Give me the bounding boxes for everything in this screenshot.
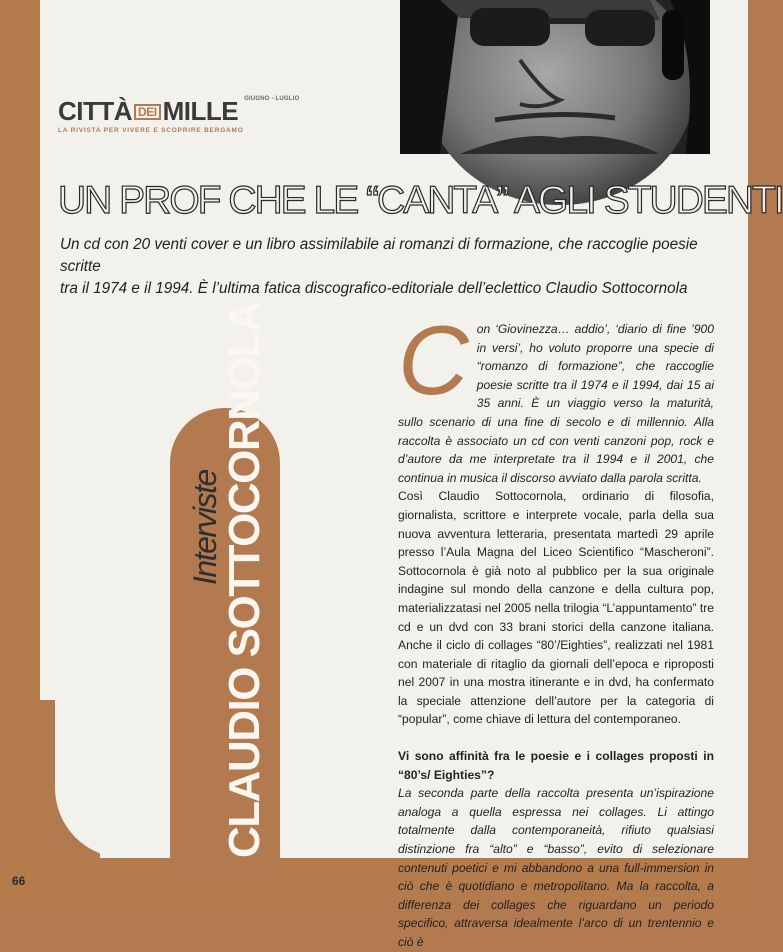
left-margin-band (0, 0, 40, 858)
man-with-sunglasses-image (400, 0, 710, 154)
issue-months: GIUGNO - LUGLIO (244, 96, 300, 102)
section-label: Interviste (187, 470, 223, 585)
interview-question: Vi sono affinità fra le poesie e i collages proposti in “80’s/ Eighties”? (398, 749, 714, 782)
body-paragraph: Così Claudio Sottocornola, ordinario di filosofia, giornalista, scrittore e interprete vocale, parla della sua nuova avventura letteraria, presentata martedì 29 aprile presso l’Aula Magna del Liceo Scientifico “Mascheroni”. Sottocornola è già noto al pubblico per la sua originale indagine sul mondo della canzone e della cultura pop, materializzatasi nel 2005 nella trilogia “L’appuntamento” tre cd e un dvd con 33 brani storici della canzone italiana. Anche il ciclo di collages “80’/Eighties”, realizzati nel 1981 con materiale di ritaglio da giornali dell’epoca e riproposti nel 2007 in una mostra itinerante e in dvd, ha confermato la speciale attenzione dell’autore per la categoria di “popular”, come chiave di lettura del contemporaneo. (398, 489, 714, 727)
logo-word-citta: CITTÀ (58, 96, 133, 126)
magazine-logo (58, 86, 299, 134)
logo-title (58, 86, 299, 124)
subject-name: CLAUDIO SOTTOCORNOLA (220, 302, 269, 858)
subhead-line-1: Un cd con 20 venti cover e un libro assimilabile ai romanzi di formazione, che raccoglie poesie scritte (60, 236, 698, 275)
interview-answer: La seconda parte della raccolta presenta un’ispirazione analoga a quella espressa nei collages. Li attingo totalmente dalla contemporaneità, rifiuto qualsiasi distinzione fra “alto” e “basso”, evito di selezionare contenuti poetici e mi abbandono a una full-immersion in ciò che è quotidiano e metropolitano. Ma la raccolta, a differenza dei collages che riguardano un periodo specifico, attraversa idealmente l’arco di un trentennio e ciò è (398, 786, 714, 949)
article-headline: UN PROF CHE LE “CANTA” AGLI STUDENTI (58, 179, 783, 222)
magazine-tagline: LA RIVISTA PER VIVERE E SCOPRIRE BERGAMO (58, 127, 244, 134)
drop-cap: C (398, 305, 469, 415)
logo-word-dei: DEI (134, 104, 161, 120)
article-subhead (60, 234, 700, 300)
portrait-photo (400, 0, 710, 154)
page-number: 66 (12, 874, 26, 888)
subhead-line-2: tra il 1974 e il 1994. È l’ultima fatica discografico-editoriale dell’eclettico Claudio Sottocornola (60, 280, 688, 297)
article-body (398, 305, 714, 952)
logo-word-mille: MILLE (162, 96, 239, 126)
intro-paragraph: on ‘Giovinezza… addio’, ‘diario di fine ’900 in versi’, ho voluto proporre una specie di “romanzo di formazione”, che raccoglie poesie scritte tra il 1974 e il 1994, dai 15 ai 35 anni. È un viaggio verso la maturità, sullo scenario di una fine di secolo e di millennio. Alla raccolta è associato un cd con venti canzoni pop, rock e d’autore da me interpretate tra il 1994 e il 2001, che continua in musica il discorso avviato dalla parola scritta. (398, 322, 714, 485)
